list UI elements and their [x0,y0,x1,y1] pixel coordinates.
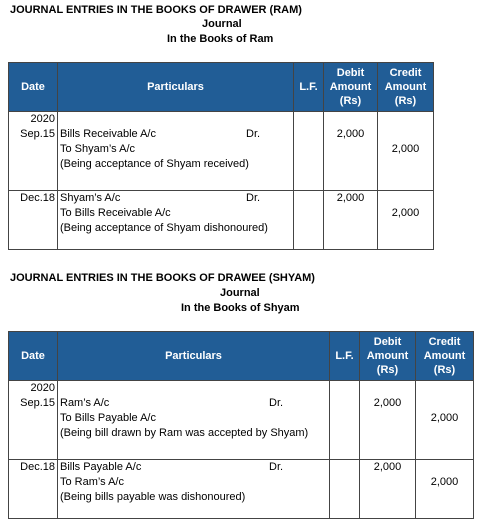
credit-column-header [416,332,474,381]
date-column-header: Date [9,332,58,381]
dr-marker: Dr. [246,128,261,140]
debit-account: Bills Receivable A/c [60,128,156,140]
credit-account: To Bills Receivable A/c [60,207,171,219]
lf-column-header: L.F. [294,63,324,112]
credit-amount: 2,000 [430,476,459,488]
entry-particulars [58,460,330,519]
entry-day: Sep.15 [20,128,55,140]
section1-books-label: In the Books of Ram [167,33,274,45]
debit-amount: 2,000 [373,461,402,473]
entry-lf [330,381,360,460]
debit-account: Ram’s A/c [60,397,110,409]
debit-account-line [60,396,327,411]
table-header-row [9,63,434,112]
entry-day: Dec.18 [20,192,55,204]
entry-date [9,191,58,250]
debit-amount: 2,000 [336,128,365,140]
date-column-header: Date [9,63,58,112]
debit-column-header [324,63,378,112]
entry-debit-amount [360,460,416,519]
particulars-column-header: Particulars [58,63,294,112]
entry-date [9,460,58,519]
dr-marker: Dr. [246,192,261,204]
entry-date [9,381,58,460]
debit-header-line: Amount [366,350,409,362]
debit-header-line: (Rs) [376,364,399,376]
credit-header-line: Amount [384,81,427,93]
section1-journal-label: Journal [202,18,242,30]
table-row [9,460,474,519]
debit-column-header [360,332,416,381]
credit-account: To Bills Payable A/c [60,412,156,424]
debit-account: Bills Payable A/c [60,461,142,473]
narration: (Being acceptance of Shyam dishonoured) [60,222,268,234]
table-header-row [9,332,474,381]
entry-debit-amount [360,381,416,460]
debit-account-line [60,460,327,475]
journal-table-shyam [8,331,474,519]
entry-year: 2020 [30,382,55,394]
debit-header-line: Debit [373,336,402,348]
entry-particulars [58,191,294,250]
entry-lf [294,191,324,250]
entry-particulars [58,112,294,191]
debit-amount: 2,000 [373,397,402,409]
entry-credit-amount [416,381,474,460]
credit-amount: 2,000 [391,207,420,219]
entry-particulars [58,381,330,460]
particulars-column-header: Particulars [58,332,330,381]
entry-day: Sep.15 [20,397,55,409]
debit-account: Shyam’s A/c [60,192,121,204]
section2-books-label: In the Books of Shyam [181,302,300,314]
credit-header-line: Credit [428,336,461,348]
table-row [9,112,434,191]
entry-date [9,112,58,191]
table-row [9,381,474,460]
credit-header-line: (Rs) [394,95,417,107]
debit-header-line: Debit [336,67,365,79]
debit-header-line: Amount [329,81,372,93]
entry-credit-amount [378,191,434,250]
entry-credit-amount [416,460,474,519]
credit-account: To Shyam’s A/c [60,143,135,155]
debit-account-line [60,191,291,206]
credit-header-line: Amount [423,350,466,362]
debit-amount: 2,000 [336,192,365,204]
credit-account: To Ram’s A/c [60,476,124,488]
entry-debit-amount [324,112,378,191]
narration: (Being bill drawn by Ram was accepted by Shyam) [60,427,309,439]
debit-account-line [60,127,291,142]
lf-column-header: L.F. [330,332,360,381]
dr-marker: Dr. [269,461,284,473]
entry-day: Dec.18 [20,461,55,473]
narration: (Being bills payable was dishonoured) [60,491,246,503]
section2-title: JOURNAL ENTRIES IN THE BOOKS OF DRAWEE (SHYAM) [10,272,315,284]
entry-lf [330,460,360,519]
section2-journal-label: Journal [220,287,260,299]
credit-header-line: (Rs) [433,364,456,376]
entry-debit-amount [324,191,378,250]
journal-table-ram [8,62,434,250]
credit-header-line: Credit [389,67,422,79]
narration: (Being acceptance of Shyam received) [60,158,249,170]
debit-header-line: (Rs) [339,95,362,107]
dr-marker: Dr. [269,397,284,409]
credit-column-header [378,63,434,112]
entry-lf [294,112,324,191]
table-row [9,191,434,250]
section1-title: JOURNAL ENTRIES IN THE BOOKS OF DRAWER (RAM) [10,4,302,16]
entry-year: 2020 [30,113,55,125]
credit-amount: 2,000 [430,412,459,424]
credit-amount: 2,000 [391,143,420,155]
entry-credit-amount [378,112,434,191]
